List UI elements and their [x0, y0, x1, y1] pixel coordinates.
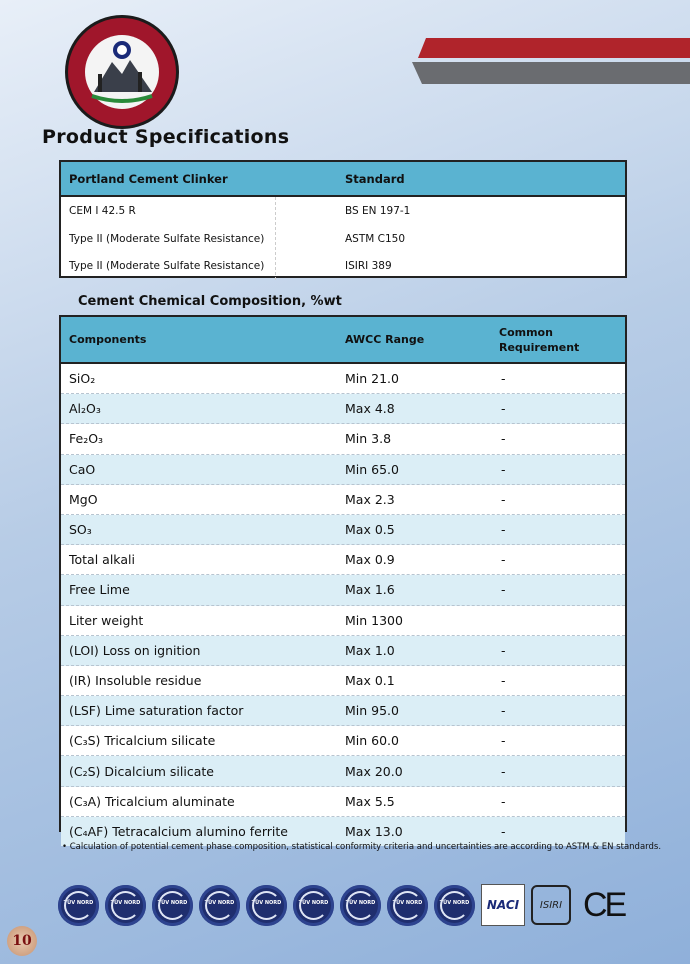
- range-cell: Max 1.0: [345, 642, 395, 658]
- tuv-seal-icon: TÜV NORD: [58, 885, 99, 926]
- requirement-cell: -: [501, 733, 506, 749]
- page-title: Product Specifications: [42, 126, 290, 148]
- component-cell: (LSF) Lime saturation factor: [69, 703, 244, 719]
- component-cell: CaO: [69, 461, 96, 477]
- range-cell: Min 21.0: [345, 371, 399, 387]
- table-row: [61, 197, 625, 225]
- table-row: [61, 515, 625, 545]
- isiri-mark-icon: ISIRI: [531, 885, 571, 925]
- standard-cell: ASTM C150: [345, 232, 406, 245]
- requirement-cell: -: [501, 371, 506, 387]
- range-cell: Max 2.3: [345, 491, 395, 507]
- composition-table-body: [61, 364, 625, 846]
- component-cell: SO₃: [69, 522, 92, 538]
- table-row: [61, 455, 625, 485]
- requirement-cell: -: [501, 461, 506, 477]
- table-row: [61, 485, 625, 515]
- requirement-cell: -: [501, 401, 506, 417]
- range-cell: Max 4.8: [345, 401, 395, 417]
- requirement-cell: -: [501, 642, 506, 658]
- range-cell: Min 1300: [345, 612, 403, 628]
- product-cell: Type II (Moderate Sulfate Resistance): [69, 232, 265, 245]
- table-row: [61, 787, 625, 817]
- component-cell: (C₂S) Dicalcium silicate: [69, 763, 214, 779]
- header-stripe-gray: [412, 62, 690, 84]
- range-cell: Min 60.0: [345, 733, 399, 749]
- certification-logos: [58, 882, 624, 928]
- company-logo: [64, 14, 180, 130]
- composition-title: Cement Chemical Composition, %wt: [78, 294, 342, 309]
- requirement-cell: -: [501, 552, 506, 568]
- tuv-seal-icon: TÜV NORD: [340, 885, 381, 926]
- spec-table-body: [61, 197, 625, 280]
- standard-cell: BS EN 197-1: [345, 204, 411, 217]
- range-cell: Max 0.9: [345, 552, 395, 568]
- range-cell: Max 20.0: [345, 763, 403, 779]
- component-cell: (C₃A) Tricalcium aluminate: [69, 793, 235, 809]
- table-row: [61, 364, 625, 394]
- header-components: Components: [69, 333, 147, 346]
- component-cell: (C₄AF) Tetracalcium alumino ferrite: [69, 823, 288, 839]
- spec-table: [59, 160, 627, 278]
- range-cell: Max 0.5: [345, 522, 395, 538]
- composition-table-header: [61, 317, 625, 364]
- table-row: [61, 696, 625, 726]
- table-row: [61, 424, 625, 454]
- footnote: • Calculation of potential cement phase composition, statistical conformity criteria and uncertainties are according to ASTM & EN standards.: [62, 842, 662, 852]
- range-cell: Max 0.1: [345, 672, 395, 688]
- tuv-seal-icon: TÜV NORD: [152, 885, 193, 926]
- table-row: [61, 726, 625, 756]
- ce-mark-icon: CE: [583, 885, 625, 924]
- component-cell: (IR) Insoluble residue: [69, 672, 202, 688]
- tuv-seal-icon: TÜV NORD: [246, 885, 287, 926]
- header-common-requirement: Common Requirement: [499, 325, 580, 354]
- tuv-seal-icon: TÜV NORD: [199, 885, 240, 926]
- range-cell: Max 13.0: [345, 823, 403, 839]
- range-cell: Min 95.0: [345, 703, 399, 719]
- requirement-cell: -: [501, 672, 506, 688]
- range-cell: Min 3.8: [345, 431, 392, 447]
- component-cell: Liter weight: [69, 612, 144, 628]
- table-row: [61, 225, 625, 253]
- tuv-seal-icon: TÜV NORD: [434, 885, 475, 926]
- page-number: 10: [7, 926, 37, 956]
- product-cell: CEM I 42.5 R: [69, 204, 136, 217]
- component-cell: (C₃S) Tricalcium silicate: [69, 733, 216, 749]
- requirement-cell: -: [501, 703, 506, 719]
- tuv-seal-icon: TÜV NORD: [387, 885, 428, 926]
- header-stripe-red: [418, 38, 690, 58]
- spec-table-header: [61, 162, 625, 197]
- naci-logo-icon: NACI: [481, 884, 525, 926]
- component-cell: SiO₂: [69, 371, 96, 387]
- requirement-cell: -: [501, 763, 506, 779]
- requirement-cell: -: [501, 491, 506, 507]
- table-row: [61, 606, 625, 636]
- component-cell: (LOI) Loss on ignition: [69, 642, 201, 658]
- requirement-cell: -: [501, 522, 506, 538]
- header-awcc-range: AWCC Range: [345, 333, 425, 346]
- table-row: [61, 252, 625, 280]
- component-cell: Free Lime: [69, 582, 130, 598]
- header-standard: Standard: [345, 171, 405, 186]
- header-product: Portland Cement Clinker: [69, 171, 228, 186]
- product-cell: Type II (Moderate Sulfate Resistance): [69, 260, 265, 273]
- requirement-cell: -: [501, 582, 506, 598]
- table-row: [61, 575, 625, 605]
- composition-table: [59, 315, 627, 839]
- range-cell: Min 65.0: [345, 461, 399, 477]
- range-cell: Max 5.5: [345, 793, 395, 809]
- standard-cell: ISIRI 389: [345, 260, 392, 273]
- component-cell: Total alkali: [69, 552, 135, 568]
- requirement-cell: -: [501, 823, 506, 839]
- range-cell: Max 1.6: [345, 582, 395, 598]
- table-row: [61, 636, 625, 666]
- table-row: [61, 756, 625, 786]
- tuv-seal-icon: TÜV NORD: [105, 885, 146, 926]
- table-row: [61, 666, 625, 696]
- tuv-seal-icon: TÜV NORD: [293, 885, 334, 926]
- component-cell: Fe₂O₃: [69, 431, 104, 447]
- component-cell: Al₂O₃: [69, 401, 101, 417]
- requirement-cell: -: [501, 793, 506, 809]
- requirement-cell: -: [501, 431, 506, 447]
- table-row: [61, 545, 625, 575]
- table-row: [61, 394, 625, 424]
- component-cell: MgO: [69, 491, 98, 507]
